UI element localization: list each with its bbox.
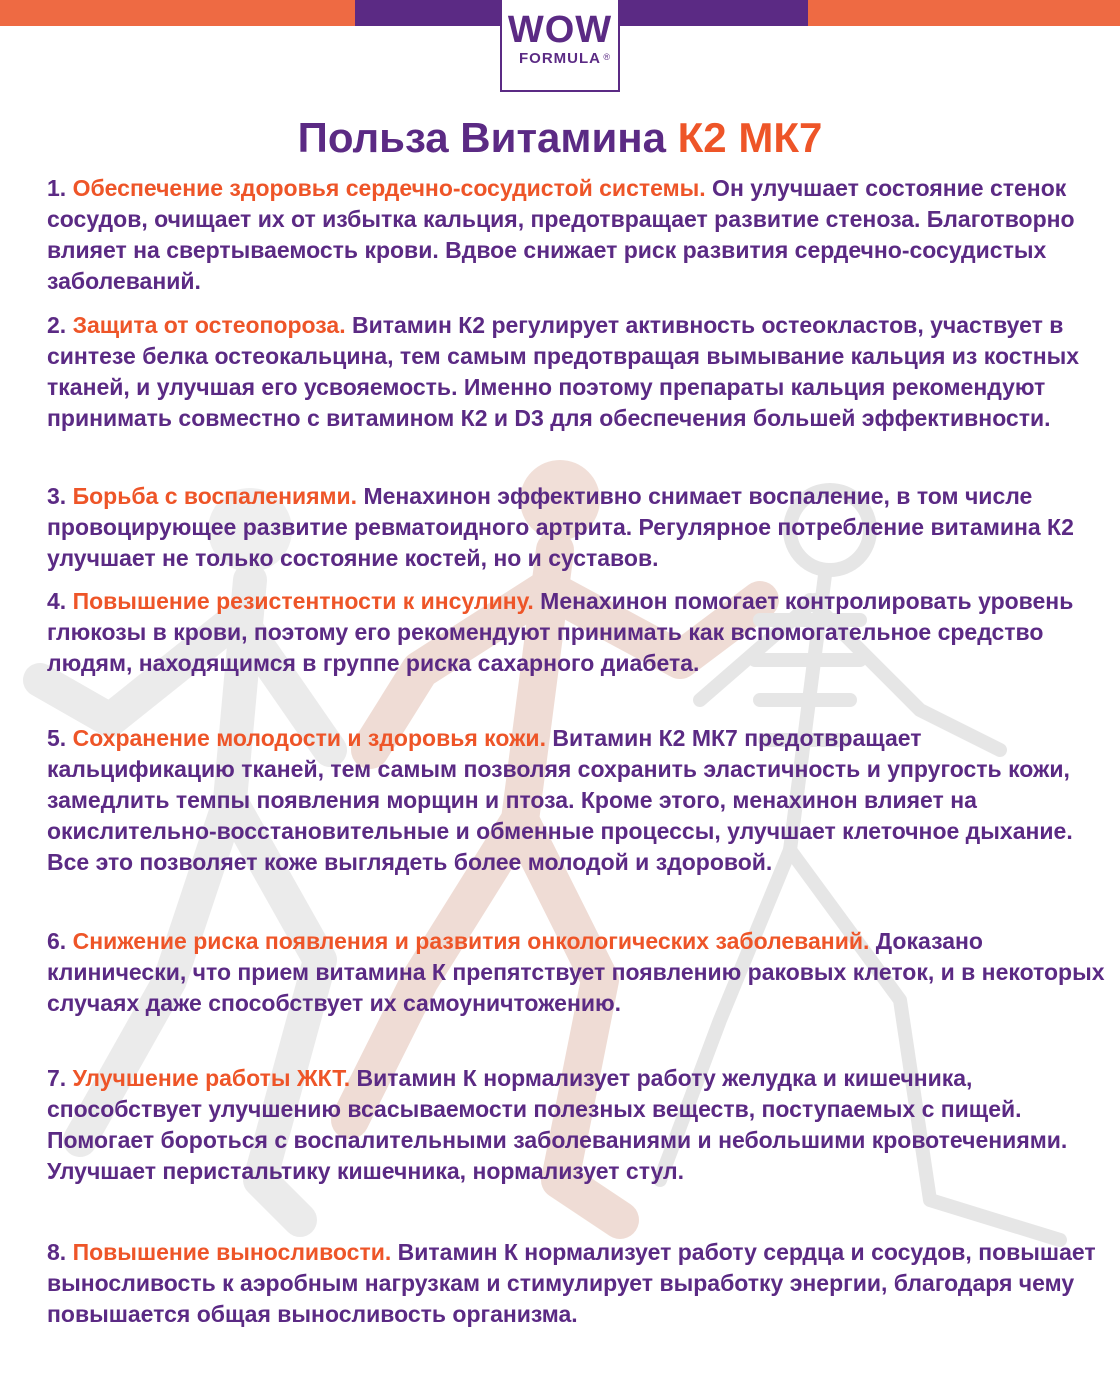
benefit-number: 2. (47, 312, 73, 338)
benefit-item-3 (47, 481, 1107, 574)
top-bar-right-segment (808, 0, 1120, 26)
benefit-heading: Борьба с воспалениями. (72, 483, 358, 509)
benefit-heading: Защита от остеопороза. (72, 312, 346, 338)
benefit-heading: Снижение риска появления и развития онкологических заболеваний. (72, 928, 870, 954)
benefit-heading: Повышение выносливости. (72, 1239, 392, 1265)
benefit-heading: Улучшение работы ЖКТ. (72, 1065, 351, 1091)
benefit-item-6 (47, 926, 1107, 1019)
benefit-body: Витамин К нормализует работу желудка и кишечника, способствует улучшению всасываемости полезных веществ, поступаемых с пищей. Помогает бороться с воспалительными заболеваниями и небольшими кровотечениями. Улучшает перистальтику кишечника, нормализует стул. (47, 1065, 1068, 1184)
logo-wow-text: WOW (507, 9, 613, 51)
registered-mark-icon: ® (603, 52, 610, 62)
benefit-heading: Повышение резистентности к инсулину. (72, 588, 534, 614)
page-title (0, 112, 1120, 164)
benefit-body: Менахинон помогает контролировать уровень глюкозы в крови, поэтому его рекомендуют принимать как вспомогательное средство людям, находящимся в группе риска сахарного диабета. (47, 588, 1074, 676)
benefit-item-5 (47, 723, 1107, 878)
benefit-item-4 (47, 586, 1107, 679)
benefit-body: Он улучшает состояние стенок сосудов, очищает их от избытка кальция, предотвращает развитие стеноза. Благотворно влияет на свертываемость крови. Вдвое снижает риск развития сердечно-сосудистых заболеваний. (47, 175, 1075, 294)
title-highlight: К2 МК7 (677, 114, 823, 161)
top-bar-left-segment (0, 0, 355, 26)
benefit-body: Витамин К2 МК7 предотвращает кальцификацию тканей, тем самым позволяя сохранить эластичность и упругость кожи, замедлить темпы появления морщин и птоза. Кроме этого, менахинон влияет на окислительно-восстановительные и обменные процессы, улучшает клеточное дыхание. Все это позволяет коже выглядеть более молодой и здоровой. (47, 725, 1073, 875)
benefit-number: 8. (47, 1239, 73, 1265)
logo-formula-text: FORMULA (519, 50, 601, 67)
benefit-number: 4. (47, 588, 73, 614)
benefit-number: 7. (47, 1065, 73, 1091)
title-text: Польза Витамина (297, 114, 678, 161)
benefit-body: Менахинон эффективно снимает воспаление, в том числе провоцирующее развитие ревматоидного артрита. Регулярное потребление витамина К2 улучшает не только состояние костей, но и суставов. (47, 483, 1074, 571)
benefit-number: 5. (47, 725, 73, 751)
brand-logo (500, 0, 620, 92)
benefit-item-8 (47, 1237, 1107, 1330)
benefit-item-7 (47, 1063, 1107, 1187)
benefit-number: 6. (47, 928, 73, 954)
benefit-item-2 (47, 310, 1107, 434)
benefit-body: Доказано клинически, что прием витамина К препятствует появлению раковых клеток, и в некоторых случаях даже способствует их самоуничтожению. (47, 928, 1105, 1016)
benefit-number: 1. (47, 175, 73, 201)
benefit-body: Витамин К нормализует работу сердца и сосудов, повышает выносливость к аэробным нагрузкам и стимулирует выработку энергии, благодаря чему повышается общая выносливость организма. (47, 1239, 1096, 1327)
benefit-heading: Обеспечение здоровья сердечно-сосудистой системы. (72, 175, 706, 201)
benefit-number: 3. (47, 483, 73, 509)
benefit-item-1 (47, 173, 1107, 297)
benefit-body: Витамин К2 регулирует активность остеокластов, участвует в синтезе белка остеокальцина, тем самым предотвращая вымывание кальция из костных тканей, и улучшая его усвояемость. Именно поэтому препараты кальция рекомендуют принимать совместно с витамином К2 и D3 для обеспечения большей эффективности. (47, 312, 1080, 431)
benefit-heading: Сохранение молодости и здоровья кожи. (72, 725, 546, 751)
